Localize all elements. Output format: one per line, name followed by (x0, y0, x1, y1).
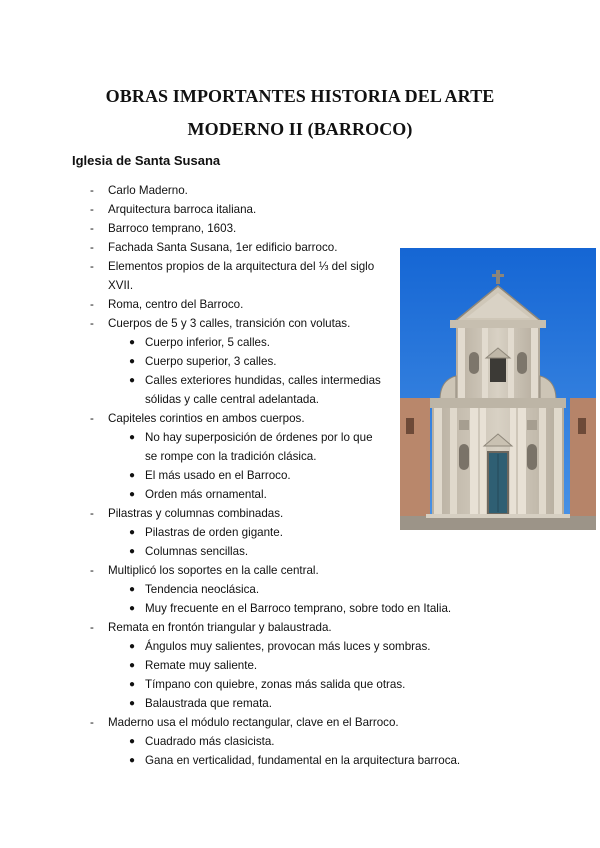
dot-bullet: ● (129, 679, 136, 690)
sub-list-item: El más usado en el Barroco. (145, 469, 291, 482)
sub-list-item: Cuerpo superior, 3 calles. (145, 355, 277, 368)
list-item: Barroco temprano, 1603. (108, 222, 237, 235)
dash-bullet: - (90, 222, 94, 235)
sub-list-item: Cuerpo inferior, 5 calles. (145, 336, 271, 349)
sub-list-item: Tímpano con quiebre, zonas más salida que otras. (145, 678, 406, 691)
dot-bullet: ● (129, 527, 136, 538)
dash-bullet: - (90, 564, 94, 577)
dot-bullet: ● (129, 584, 136, 595)
sub-list-item: Pilastras de orden gigante. (145, 526, 283, 539)
dot-bullet: ● (129, 432, 136, 443)
list-item: Roma, centro del Barroco. (108, 298, 244, 311)
list-item: Capiteles corintios en ambos cuerpos. (108, 412, 305, 425)
list-item: Cuerpos de 5 y 3 calles, transición con volutas. (108, 317, 351, 330)
dash-bullet: - (90, 184, 94, 197)
dash-bullet: - (90, 507, 94, 520)
dot-bullet: ● (129, 375, 136, 386)
dash-bullet: - (90, 716, 94, 729)
sub-list-item: Gana en verticalidad, fundamental en la arquitectura barroca. (145, 754, 461, 767)
list-item: Remata en frontón triangular y balaustrada. (108, 621, 332, 634)
dot-bullet: ● (129, 698, 136, 709)
list-item: Carlo Maderno. (108, 184, 188, 197)
dot-bullet: ● (129, 356, 136, 367)
list-item: Maderno usa el módulo rectangular, clave en el Barroco. (108, 716, 399, 729)
dash-bullet: - (90, 621, 94, 634)
sub-list-item: Columnas sencillas. (145, 545, 249, 558)
dot-bullet: ● (129, 755, 136, 766)
dash-bullet: - (90, 241, 94, 254)
dash-bullet: - (90, 317, 94, 330)
dash-bullet: - (90, 260, 94, 273)
list-item: Elementos propios de la arquitectura del ⅓ del siglo (108, 260, 375, 273)
list-item-continuation: XVII. (108, 279, 134, 292)
church-facade-photo (400, 248, 596, 530)
sub-list-item: Ángulos muy salientes, provocan más luces y sombras. (145, 640, 431, 653)
sub-list-item: Calles exteriores hundidas, calles intermedias (145, 374, 381, 387)
section-heading: Iglesia de Santa Susana (72, 153, 221, 168)
dot-bullet: ● (129, 603, 136, 614)
dot-bullet: ● (129, 337, 136, 348)
sub-list-item: Muy frecuente en el Barroco temprano, sobre todo en Italia. (145, 602, 452, 615)
sub-list-item: Tendencia neoclásica. (145, 583, 260, 596)
sub-list-item-continuation: sólidas y calle central adelantada. (145, 393, 320, 406)
document-title-line1: OBRAS IMPORTANTES HISTORIA DEL ARTE (105, 86, 495, 106)
dot-bullet: ● (129, 660, 136, 671)
sub-list-item: Orden más ornamental. (145, 488, 267, 501)
sub-list-item: No hay superposición de órdenes por lo que (145, 431, 373, 444)
dash-bullet: - (90, 298, 94, 311)
dot-bullet: ● (129, 736, 136, 747)
list-item: Fachada Santa Susana, 1er edificio barroco. (108, 241, 338, 254)
dot-bullet: ● (129, 546, 136, 557)
dot-bullet: ● (129, 641, 136, 652)
list-item: Multiplicó los soportes en la calle central. (108, 564, 319, 577)
sub-list-item: Balaustrada que remata. (145, 697, 272, 710)
list-item: Pilastras y columnas combinadas. (108, 507, 284, 520)
dot-bullet: ● (129, 470, 136, 481)
sub-list-item-continuation: se rompe con la tradición clásica. (145, 450, 317, 463)
dot-bullet: ● (129, 489, 136, 500)
sub-list-item: Cuadrado más clasicista. (145, 735, 275, 748)
sub-list-item: Remate muy saliente. (145, 659, 258, 672)
list-item: Arquitectura barroca italiana. (108, 203, 257, 216)
document-title-line2: MODERNO II (BARROCO) (187, 119, 413, 139)
dash-bullet: - (90, 203, 94, 216)
dash-bullet: - (90, 412, 94, 425)
